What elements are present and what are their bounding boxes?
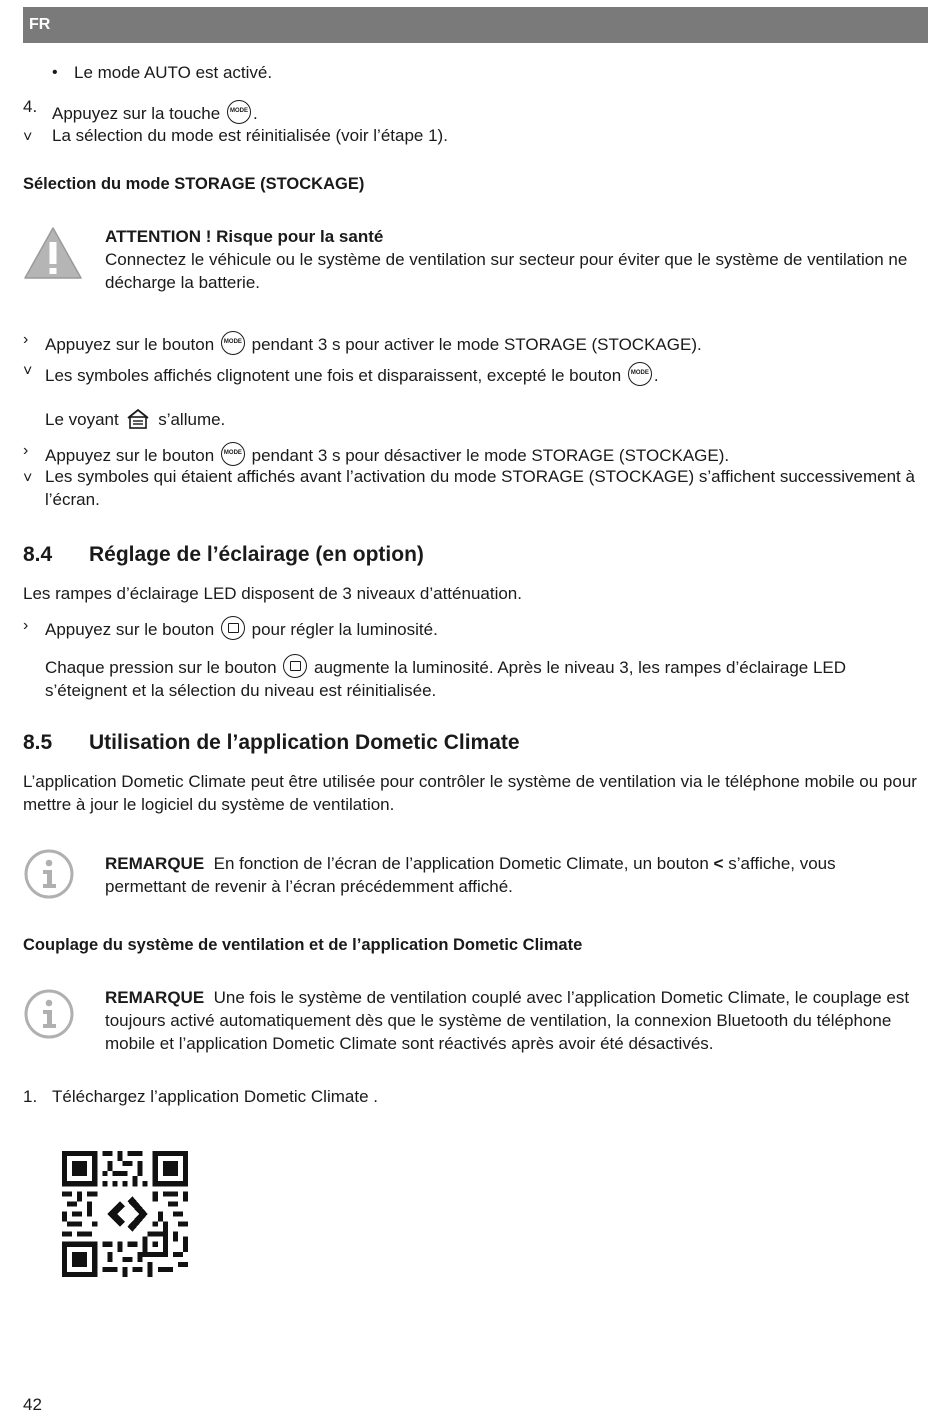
storage-deactivate-instruction: [45, 442, 729, 467]
note-label: REMARQUE: [105, 988, 205, 1007]
step-4-result: La sélection du mode est réinitialisée (voir l’étape 1).: [52, 126, 448, 145]
note-1: [105, 852, 905, 898]
warning-text: Connectez le véhicule ou le système de ventilation sur secteur pour éviter que le système de ventilation ne décharge la batterie.: [105, 250, 908, 292]
bullet-marker: •: [52, 64, 58, 81]
action-marker: ›: [23, 617, 29, 634]
action-marker: ›: [23, 331, 29, 348]
step-4-text: Appuyez sur la touche: [52, 104, 221, 123]
app-intro: L’application Dometic Climate peut être utilisée pour contrôler le système de ventilation via le téléphone mobile ou pour mettre à jour le logiciel du système de ventilation.: [23, 772, 917, 814]
lighting-intro: Les rampes d’éclairage LED disposent de 3 niveaux d’atténuation.: [23, 584, 522, 603]
step-number: 1.: [23, 1087, 38, 1106]
lighting-info-a: Chaque pression sur le bouton: [45, 658, 277, 677]
lighting-text-a: Appuyez sur le bouton: [45, 620, 215, 639]
step-4-instruction: [52, 100, 258, 125]
storage-lamp-icon: [125, 407, 151, 431]
storage-result-text: Les symboles affichés clignotent une fois et disparaissent, excepté le bouton: [45, 366, 622, 385]
lamp-text-b: s’allume.: [158, 410, 226, 429]
back-symbol: <: [713, 854, 724, 873]
pairing-heading: Couplage du système de ventilation et de l’application Dometic Climate: [23, 936, 583, 954]
info-circle-icon: [23, 848, 75, 900]
section-8-4-heading: [23, 541, 424, 569]
qr-code-icon[interactable]: [62, 1151, 188, 1277]
warning-triangle-icon: [23, 226, 83, 280]
mode-button-icon: MODE: [227, 100, 251, 124]
warning-title: ATTENTION ! Risque pour la santé: [105, 227, 384, 246]
lamp-text-a: Le voyant: [45, 410, 119, 429]
note-1-text-a: En fonction de l’écran de l’application Dometic Climate, un bouton: [213, 854, 709, 873]
section-8-5-heading: [23, 729, 520, 757]
mode-button-icon: MODE: [628, 362, 652, 386]
language-header-bar: [23, 7, 928, 43]
storage-result-end: .: [653, 366, 659, 385]
step-number: 4.: [23, 97, 38, 116]
storage-activate-text-b: pendant 3 s pour activer le mode STORAGE (STOCKAGE).: [251, 335, 702, 354]
mode-button-icon: MODE: [221, 331, 245, 355]
mode-button-icon: MODE: [221, 442, 245, 466]
result-marker: ˅: [23, 129, 33, 146]
storage-deactivate-text-a: Appuyez sur le bouton: [45, 446, 215, 465]
result-marker: ˅: [23, 363, 33, 380]
result-marker: ˅: [23, 470, 33, 487]
note-2: [105, 986, 920, 1055]
storage-activate-result: [45, 362, 659, 387]
storage-activate-text-a: Appuyez sur le bouton: [45, 335, 215, 354]
note-2-text: Une fois le système de ventilation couplé avec l’application Dometic Climate, le couplage est toujours activé automatiquement dès que le système de ventilation, la connexion Bluetooth du téléphone mobile et l’application Dometic Climate sont réactivés après avoir été désactivés.: [105, 988, 910, 1053]
storage-lamp-line: [45, 407, 225, 431]
storage-deactivate-result: Les symboles qui étaient affichés avant l’activation du mode STORAGE (STOCKAGE) s’affichent successivement à l’écran.: [45, 467, 915, 509]
storage-deactivate-text-b: pendant 3 s pour désactiver le mode STORAGE (STOCKAGE).: [251, 446, 730, 465]
light-button-icon: [221, 616, 245, 640]
step-4-end: .: [252, 104, 258, 123]
auto-mode-bullet: Le mode AUTO est activé.: [74, 63, 273, 82]
language-code: FR: [29, 16, 51, 33]
download-step: Téléchargez l’application Dometic Climate .: [52, 1087, 378, 1106]
storage-heading: Sélection du mode STORAGE (STOCKAGE): [23, 175, 365, 193]
action-marker: ›: [23, 442, 29, 459]
section-title: Utilisation de l’application Dometic Climate: [89, 731, 520, 754]
lighting-text-b: pour régler la luminosité.: [251, 620, 438, 639]
note-label: REMARQUE: [105, 854, 205, 873]
section-number: 8.4: [23, 543, 53, 566]
info-circle-icon: [23, 988, 75, 1040]
lighting-info-b: augmente la luminosité. Après le niveau 3, les rampes d’éclairage LED s’éteignent et la sélection du niveau est réinitialisée.: [45, 658, 847, 700]
section-title: Réglage de l’éclairage (en option): [89, 543, 424, 566]
storage-activate-instruction: [45, 331, 702, 356]
page-number: 42: [23, 1395, 42, 1414]
lighting-instruction: [45, 616, 438, 641]
lighting-info: [45, 654, 925, 702]
note-1-text-b: s’affiche, vous permettant de revenir à l’écran précédemment affiché.: [105, 854, 836, 896]
light-button-icon: [283, 654, 307, 678]
section-number: 8.5: [23, 731, 53, 754]
